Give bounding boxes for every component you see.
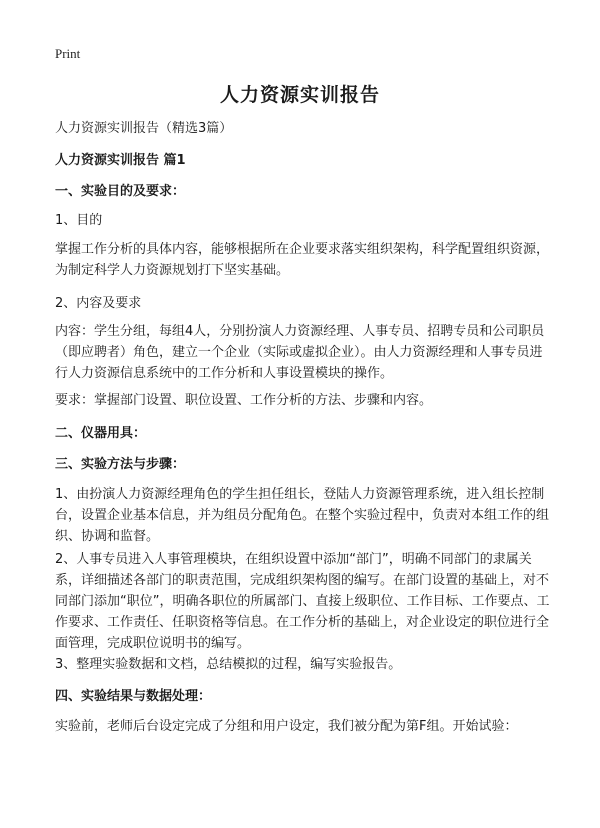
section-heading-methods: 三、实验方法与步骤： [55,457,186,472]
document-title: 人力资源实训报告 [219,84,380,106]
section-heading-results: 四、实验结果与数据处理： [55,689,212,704]
print-label: Print [55,46,81,61]
paragraph-step-3: 3、整理实验数据和文档，总结模拟的过程，编写实验报告。 [55,657,402,672]
paragraph-step-2: 2、人事专员进入人事管理模块，在组织设置中添加“部门”，明确不同部门的隶属关系，详细描述各部门的职责范围，完成组织架构图的编写。在部门设置的基础上，对不同部门添加“职位”，明确各职位的所属部门、直接上级职位、工作目标、工作要点、工作要求、工作责任、任职资格等信息。在工作分析的基础上，对企业设定的职位进行全面管理，完成职位说明书的编写。 [55,552,550,651]
paragraph-requirement: 要求：掌握部门设置、职位设置、工作分析的方法、步骤和内容。 [55,393,433,408]
paragraph-step-1: 1、由扮演人力资源经理角色的学生担任组长，登陆人力资源管理系统，进入组长控制台，设置企业基本信息，并为组员分配角色。在整个实验过程中，负责对本组工作的组织、协调和监督。 [55,487,550,544]
paragraph-content: 内容：学生分组，每组4人，分别扮演人力资源经理、人事专员、招聘专员和公司职员（即应聘者）角色，建立一个企业（实际或虚拟企业）。由人力资源经理和人事专员进行人力资源信息系统中的工作分析和人事设置模块的操作。 [55,324,545,381]
subsection-heading-content: 2、内容及要求 [55,296,142,311]
chapter-heading: 人力资源实训报告 篇1 [55,153,186,168]
paragraph-results: 实验前，老师后台设定完成了分组和用户设定，我们被分配为第F组。开始试验： [55,719,518,734]
section-heading-objectives: 一、实验目的及要求： [55,184,186,199]
section-heading-instruments: 二、仪器用具： [55,426,147,441]
subsection-heading-purpose: 1、目的 [55,213,103,228]
document-subtitle: 人力资源实训报告（精选3篇） [55,121,233,136]
paragraph-purpose: 掌握工作分析的具体内容，能够根据所在企业要求落实组织架构，科学配置组织资源，为制定科学人力资源规划打下坚实基础。 [55,242,550,278]
